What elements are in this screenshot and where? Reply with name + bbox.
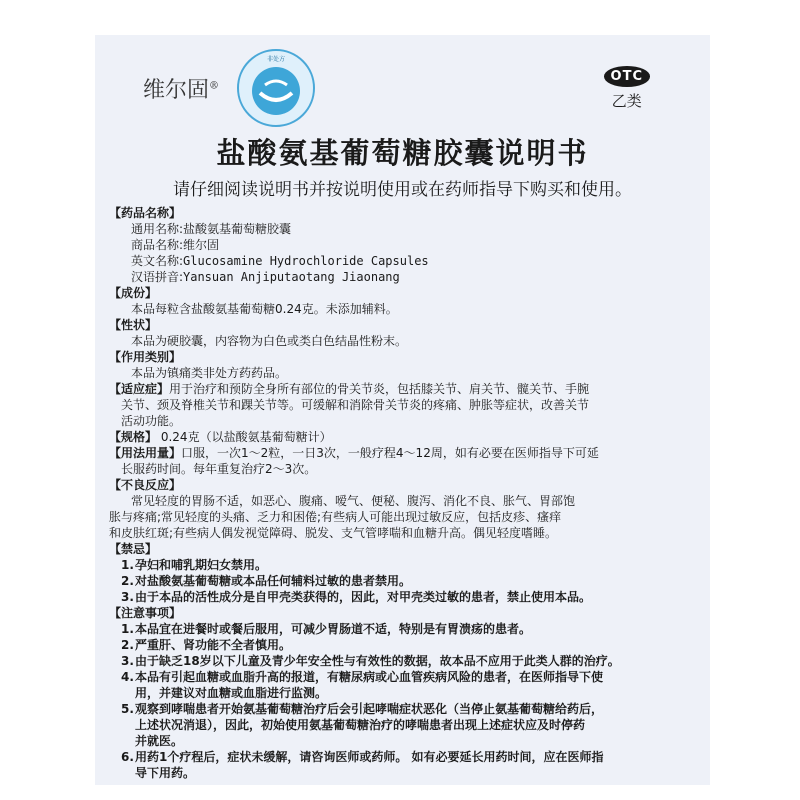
item-number: 1. [121, 558, 134, 572]
drug-name-row [109, 237, 689, 253]
section-heading: 【禁忌】 [109, 542, 158, 556]
item-text: 严重肝、肾功能不全者慎用。 [135, 638, 292, 652]
section-dosage [109, 445, 689, 477]
section-heading: 【药品名称】 [109, 206, 182, 220]
item-number: 2. [121, 574, 134, 588]
section-text: 口服，一次1～2粒，一日3次，一般疗程4～12周，如有必要在医师指导下可延 [181, 446, 599, 460]
item-text: 本品宜在进餐时或餐后服用，可减少胃肠道不适，特别是有胃溃疡的患者。 [135, 622, 532, 636]
row-key: 英文名称: [130, 254, 183, 268]
section-heading: 【规格】 [109, 430, 158, 444]
item-number: 5. [121, 702, 134, 716]
item-text: 由于缺乏18岁以下儿童及青少年安全性与有效性的数据，故本品不应用于此类人群的治疗。 [135, 654, 620, 668]
section-text: 常见轻度的胃肠不适，如恶心、腹痛、嗳气、便秘、腹泻、消化不良、胀气、胃部饱 [131, 494, 576, 508]
section-text: 本品为硬胶囊，内容物为白色或类白色结晶性粉末。 [131, 334, 408, 348]
list-item [109, 573, 689, 589]
brand-name: 维尔固 [143, 78, 210, 103]
item-number: 2. [121, 638, 134, 652]
section-text: 本品为镇痛类非处方药药品。 [131, 366, 288, 380]
section-heading: 【不良反应】 [109, 478, 182, 492]
drug-name-row [109, 221, 689, 237]
list-item [109, 653, 689, 669]
section-heading: 【性状】 [109, 318, 158, 332]
section-text: 活动功能。 [121, 414, 182, 428]
item-text: 观察到哮喘患者开始氨基葡萄糖治疗后会引起哮喘症状恶化（当停止氨基葡萄糖给药后， [135, 702, 604, 716]
list-item [109, 701, 689, 717]
brand-logo [143, 73, 219, 104]
emblem-text: 非处方 [266, 56, 286, 63]
row-key: 汉语拼音: [130, 270, 183, 284]
item-number: 6. [121, 750, 134, 764]
list-item [109, 621, 689, 637]
section-drug-name [109, 205, 689, 285]
row-value: Yansuan Anjiputaotang Jiaonang [183, 270, 400, 284]
drug-name-row [109, 269, 689, 285]
item-number: 1. [121, 622, 134, 636]
section-contraindications [109, 541, 689, 605]
section-text: 长服药时间。每年重复治疗2～3次。 [121, 462, 317, 476]
row-value: Glucosamine Hydrochloride Capsules [183, 254, 429, 268]
section-spec [109, 429, 689, 445]
section-text: 胀与疼痛;常见轻度的头痛、乏力和困倦;有些病人可能出现过敏反应，包括皮疹、瘙痒 [109, 510, 562, 524]
otc-class: 乙类 [611, 92, 642, 110]
section-text: 0.24克（以盐酸氨基葡萄糖计） [160, 430, 332, 444]
leaflet-page [95, 35, 710, 785]
item-continuation: 用，并建议对血糖或血脂进行监测。 [135, 686, 328, 700]
otc-badge [604, 65, 650, 111]
section-text: 用于治疗和预防全身所有部位的骨关节炎，包括膝关节、肩关节、髋关节、手腕 [169, 382, 590, 396]
section-properties [109, 317, 689, 349]
item-text: 由于本品的活性成分是自甲壳类获得的，因此，对甲壳类过敏的患者，禁止使用本品。 [135, 590, 592, 604]
item-number: 4. [121, 670, 134, 684]
section-category [109, 349, 689, 381]
section-indications [109, 381, 689, 429]
item-continuation: 导下用药。 [135, 766, 196, 780]
otc-label: OTC [604, 66, 650, 87]
leaflet-content [109, 205, 689, 781]
section-ingredients [109, 285, 689, 317]
item-text: 用药1个疗程后，症状未缓解，请咨询医师或药师。 如有必要延长用药时间，应在医师指 [135, 750, 604, 764]
section-adverse [109, 477, 689, 541]
document-title: 盐酸氨基葡萄糖胶囊说明书 [216, 136, 589, 170]
row-key: 通用名称: [130, 222, 183, 236]
document-subtitle: 请仔细阅读说明书并按说明使用或在药师指导下购买和使用。 [173, 180, 632, 200]
list-item [109, 557, 689, 573]
section-heading: 【适应症】 [109, 382, 170, 396]
row-key: 商品名称: [130, 238, 183, 252]
item-text: 本品有引起血糖或血脂升高的报道，有糖尿病或心血管疾病风险的患者，在医师指导下使 [135, 670, 604, 684]
row-value: 盐酸氨基葡萄糖胶囊 [183, 222, 292, 236]
drug-name-row [109, 253, 689, 269]
list-item [109, 669, 689, 685]
item-continuation: 上述状况消退），因此，初始使用氨基葡萄糖治疗的哮喘患者出现上述症状应及时停药 [135, 718, 586, 732]
section-heading: 【作用类别】 [109, 350, 182, 364]
list-item [109, 589, 689, 605]
section-text: 和皮肤红斑;有些病人偶发视觉障碍、脱发、支气管哮喘和血糖升高。偶见轻度嗜睡。 [109, 526, 558, 540]
section-heading: 【用法用量】 [109, 446, 182, 460]
item-number: 3. [121, 590, 134, 604]
section-heading: 【成份】 [109, 286, 158, 300]
item-text: 孕妇和哺乳期妇女禁用。 [135, 558, 268, 572]
list-item [109, 749, 689, 765]
row-value: 维尔固 [183, 238, 220, 252]
section-heading: 【注意事项】 [109, 606, 182, 620]
item-continuation: 并就医。 [135, 734, 184, 748]
list-item [109, 637, 689, 653]
section-text: 本品每粒含盐酸氨基葡萄糖0.24克。未添加辅料。 [131, 302, 398, 316]
section-text: 关节、颈及脊椎关节和踝关节等。可缓解和消除骨关节炎的疼痛、肿胀等症状，改善关节 [121, 398, 590, 412]
section-precautions [109, 605, 689, 781]
registered-mark: ® [209, 80, 220, 92]
item-number: 3. [121, 654, 134, 668]
otc-emblem-icon [235, 47, 317, 129]
item-text: 对盐酸氨基葡萄糖或本品任何辅料过敏的患者禁用。 [135, 574, 412, 588]
